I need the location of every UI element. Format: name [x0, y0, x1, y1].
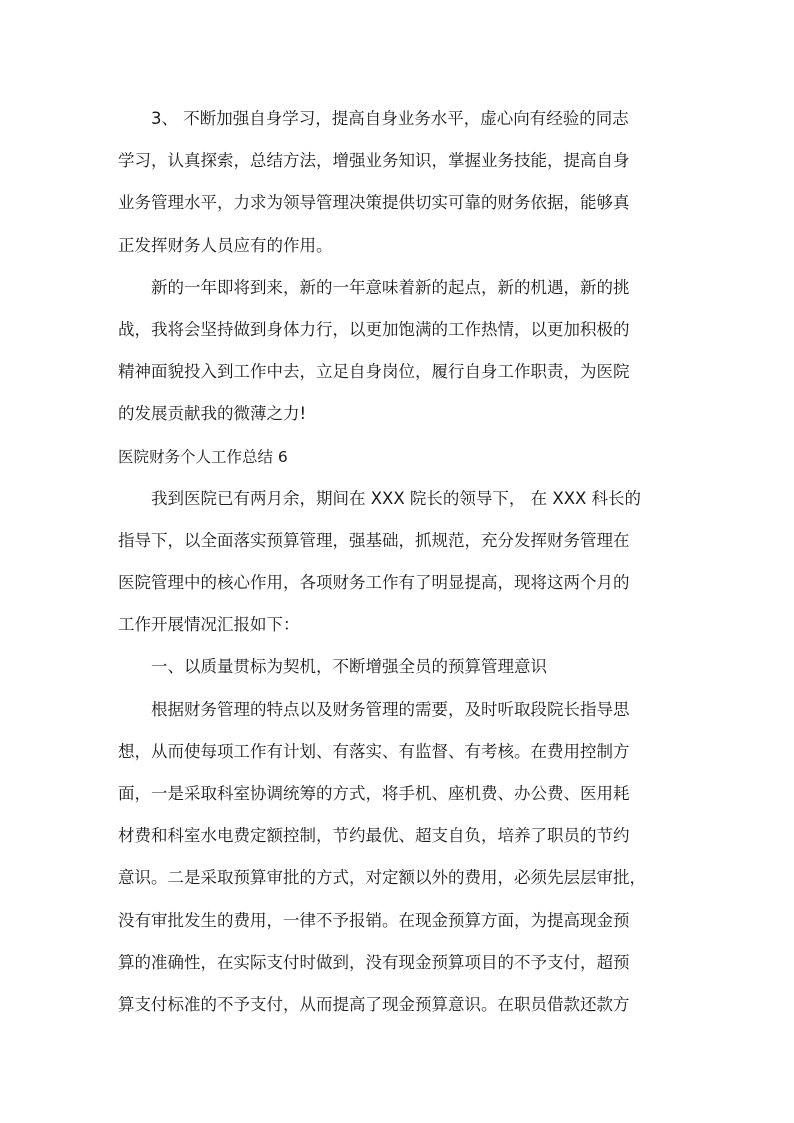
text-line: 材费和科室水电费定额控制，节约最优、超支自负，培养了职员的节约 [118, 826, 630, 846]
text-line: 指导下，以全面落实预算管理，强基础，抓规范，充分发挥财务管理在 [118, 530, 630, 550]
paragraph-study [118, 98, 678, 267]
text-line: 新的一年即将到来，新的一年意味着新的起点，新的机遇，新的挑 [151, 277, 630, 297]
text-line: 意识。二是采取预算审批的方式，对定额以外的费用，必须先层层审批， [118, 868, 646, 888]
text-line: 面，一是采取科室协调统筹的方式，将手机、座机费、办公费、医用耗 [118, 784, 630, 803]
text-line: 战，我将会坚持做到身体力行，以更加饱满的工作热情，以更加积极的 [118, 319, 630, 339]
text-line: 算支付标准的不予支付，从而提高了现金预算意识。在职员借款还款方 [118, 994, 630, 1014]
text-line: 根据财务管理的特点以及财务管理的需要，及时听取段院长指导思 [151, 699, 630, 719]
paragraph-new-year [118, 267, 678, 436]
document-body [118, 98, 678, 1026]
text-line: 医院管理中的核心作用，各项财务工作有了明显提高，现将这两个月的 [118, 573, 630, 593]
text-line: 我到医院已有两月余，期间在 XXX 院长的领导下， 在 XXX 科长的 [151, 488, 642, 508]
text-line: 业务管理水平，力求为领导管理决策提供切实可靠的财务依据，能够真 [118, 193, 630, 213]
text-line: 精神面貌投入到工作中去，立足自身岗位，履行自身工作职责，为医院 [118, 362, 630, 382]
section-title: 医院财务个人工作总结 6 [118, 447, 288, 466]
text-line: 学习，认真探索，总结方法，增强业务知识，掌握业务技能，提高自身 [118, 151, 630, 171]
text-line: 正发挥财务人员应有的作用。 [118, 235, 333, 255]
paragraph-intro [118, 478, 678, 647]
paragraph-budget [118, 689, 678, 1027]
text-line: 没有审批发生的费用，一律不予报销。在现金预算方面，为提高现金预 [118, 910, 630, 930]
text-line: 想，从而使每项工作有计划、有落实、有监督、有考核。在费用控制方 [118, 741, 630, 761]
text-line: 工作开展情况汇报如下： [118, 615, 300, 635]
text-line: 的发展贡献我的微薄之力! [118, 404, 307, 424]
text-line: 算的准确性，在实际支付时做到，没有现金预算项目的不予支付，超预 [118, 952, 630, 972]
subheading: 一、以质量贯标为契机，不断增强全员的预算管理意识 [151, 657, 547, 677]
text-line: 3、 不断加强自身学习，提高自身业务水平，虚心向有经验的同志 [151, 109, 629, 128]
